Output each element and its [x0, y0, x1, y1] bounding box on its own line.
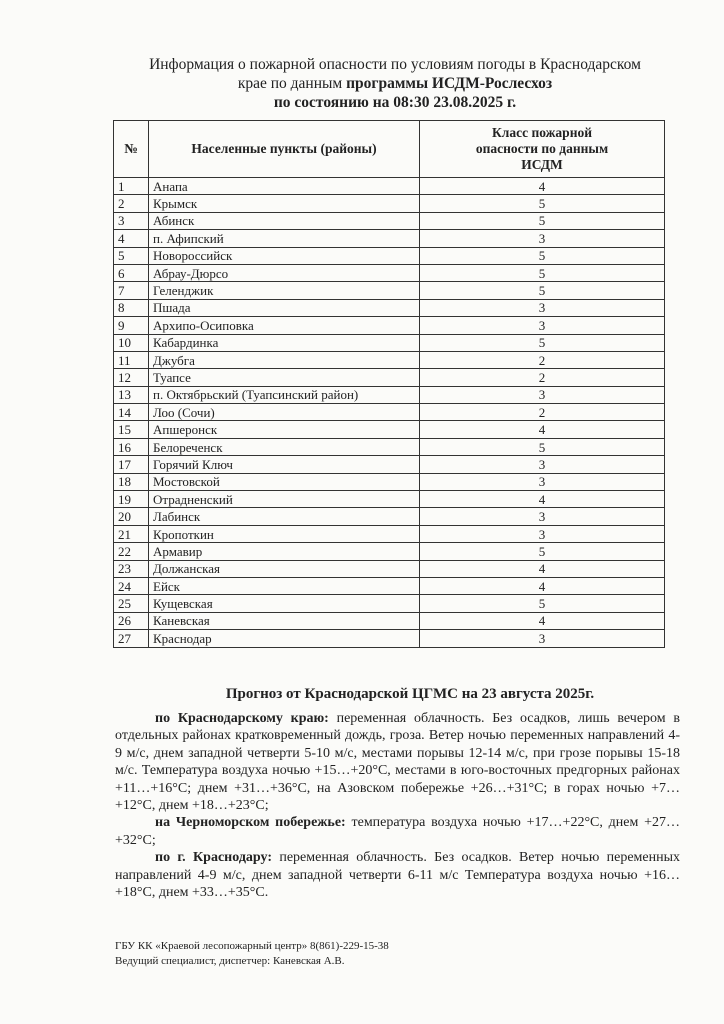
row-number: 25	[114, 595, 149, 612]
table-row	[114, 351, 665, 368]
row-number: 17	[114, 456, 149, 473]
header-settlement: Населенные пункты (районы)	[149, 121, 420, 178]
row-number: 1	[114, 178, 149, 195]
row-settlement: Ейск	[149, 577, 420, 594]
row-fire-class: 5	[420, 264, 665, 281]
row-number: 6	[114, 264, 149, 281]
row-fire-class: 4	[420, 491, 665, 508]
footer	[115, 939, 389, 969]
row-number: 27	[114, 630, 149, 647]
table-row	[114, 386, 665, 403]
footer-org: ГБУ КК «Краевой лесопожарный центр» 8(861)-229-15-38	[115, 940, 389, 952]
table-row	[114, 595, 665, 612]
row-number: 14	[114, 404, 149, 421]
row-fire-class: 5	[420, 543, 665, 560]
row-fire-class: 3	[420, 508, 665, 525]
title-date: по состоянию на 08:30 23.08.2025 г.	[273, 94, 517, 111]
row-settlement: Лабинск	[149, 508, 420, 525]
table-row	[114, 195, 665, 212]
row-number: 3	[114, 212, 149, 229]
title-line-3	[100, 93, 690, 112]
row-settlement: Абинск	[149, 212, 420, 229]
row-fire-class: 3	[420, 317, 665, 334]
table-row	[114, 421, 665, 438]
row-number: 10	[114, 334, 149, 351]
title-line-2	[100, 74, 690, 93]
row-settlement: п. Афипский	[149, 230, 420, 247]
row-fire-class: 5	[420, 195, 665, 212]
row-settlement: Абрау-Дюрсо	[149, 264, 420, 281]
row-number: 24	[114, 577, 149, 594]
forecast-title: Прогноз от Краснодарской ЦГМС на 23 августа 2025г.	[225, 686, 595, 702]
table-row	[114, 612, 665, 629]
row-number: 23	[114, 560, 149, 577]
row-settlement: Мостовской	[149, 473, 420, 490]
row-settlement: Лоо (Сочи)	[149, 404, 420, 421]
row-settlement: Кропоткин	[149, 525, 420, 542]
row-fire-class: 4	[420, 178, 665, 195]
table-row	[114, 473, 665, 490]
row-fire-class: 3	[420, 230, 665, 247]
row-fire-class: 5	[420, 595, 665, 612]
row-fire-class: 4	[420, 421, 665, 438]
table-row	[114, 212, 665, 229]
table-row	[114, 508, 665, 525]
table-row	[114, 577, 665, 594]
row-number: 26	[114, 612, 149, 629]
row-number: 2	[114, 195, 149, 212]
row-fire-class: 5	[420, 247, 665, 264]
row-number: 7	[114, 282, 149, 299]
row-settlement: Новороссийск	[149, 247, 420, 264]
forecast-region-label: по Краснодарскому краю:	[155, 711, 329, 726]
row-settlement: Кабардинка	[149, 334, 420, 351]
table-row	[114, 264, 665, 281]
table-row	[114, 491, 665, 508]
row-fire-class: 5	[420, 334, 665, 351]
row-fire-class: 4	[420, 560, 665, 577]
row-settlement: Каневская	[149, 612, 420, 629]
row-fire-class: 4	[420, 612, 665, 629]
row-number: 12	[114, 369, 149, 386]
row-fire-class: 2	[420, 369, 665, 386]
row-settlement: Джубга	[149, 351, 420, 368]
row-settlement: Краснодар	[149, 630, 420, 647]
header-fire-class: Класс пожарной опасности по данным ИСДМ	[420, 121, 665, 178]
row-number: 21	[114, 525, 149, 542]
row-fire-class: 5	[420, 282, 665, 299]
row-settlement: Архипо-Осиповка	[149, 317, 420, 334]
row-number: 13	[114, 386, 149, 403]
table-row	[114, 178, 665, 195]
row-settlement: Геленджик	[149, 282, 420, 299]
table-row	[114, 438, 665, 455]
row-settlement: Пшада	[149, 299, 420, 316]
row-number: 22	[114, 543, 149, 560]
row-settlement: Отрадненский	[149, 491, 420, 508]
row-settlement: Армавир	[149, 543, 420, 560]
row-number: 16	[114, 438, 149, 455]
row-fire-class: 3	[420, 525, 665, 542]
forecast-region	[115, 710, 680, 814]
table-row	[114, 630, 665, 647]
table-row	[114, 247, 665, 264]
row-fire-class: 3	[420, 299, 665, 316]
row-number: 11	[114, 351, 149, 368]
row-number: 9	[114, 317, 149, 334]
table-row	[114, 334, 665, 351]
table-header-row	[114, 121, 665, 178]
row-number: 8	[114, 299, 149, 316]
header-num: №	[114, 121, 149, 178]
row-settlement: Анапа	[149, 178, 420, 195]
table-row	[114, 230, 665, 247]
table-row	[114, 543, 665, 560]
row-settlement: Крымск	[149, 195, 420, 212]
row-settlement: Туапсе	[149, 369, 420, 386]
document-title	[100, 55, 690, 112]
row-fire-class: 3	[420, 473, 665, 490]
row-fire-class: 2	[420, 351, 665, 368]
forecast-coast	[115, 814, 680, 849]
table-row	[114, 317, 665, 334]
row-settlement: п. Октябрьский (Туапсинский район)	[149, 386, 420, 403]
forecast-city	[115, 849, 680, 901]
row-number: 18	[114, 473, 149, 490]
row-fire-class: 3	[420, 630, 665, 647]
row-fire-class: 4	[420, 577, 665, 594]
row-number: 19	[114, 491, 149, 508]
forecast-city-text: переменная облачность. Без осадков. Ветер ночью переменных направлений 4-9 м/с, днем западной четверти 6-11 м/с Температура воздуха ночью +16…+18°С, днем +33…+35°С.	[115, 850, 680, 901]
row-number: 15	[114, 421, 149, 438]
forecast-city-label: по г. Краснодару:	[155, 850, 272, 866]
title-line-2-plain: крае по данным	[237, 75, 347, 92]
forecast-body	[115, 710, 680, 901]
row-number: 20	[114, 508, 149, 525]
table-row	[114, 560, 665, 577]
row-settlement: Кущевская	[149, 595, 420, 612]
row-settlement: Апшеронск	[149, 421, 420, 438]
row-fire-class: 3	[420, 386, 665, 403]
table-row	[114, 525, 665, 542]
row-number: 5	[114, 247, 149, 264]
footer-specialist: Ведущий специалист, диспетчер: Каневская А.В.	[115, 955, 345, 967]
title-line-1: Информация о пожарной опасности по условиям погоды в Краснодарском	[149, 56, 641, 73]
table-row	[114, 404, 665, 421]
fire-danger-table	[113, 120, 665, 648]
table-row	[114, 299, 665, 316]
forecast-coast-label: на Черноморском побережье:	[155, 815, 346, 831]
row-settlement: Должанская	[149, 560, 420, 577]
table-row	[114, 369, 665, 386]
row-fire-class: 3	[420, 456, 665, 473]
table-row	[114, 456, 665, 473]
forecast-region-text: переменная облачность. Без осадков, лишь вечером в отдельных районах кратковременный дождь, гроза. Ветер ночью переменных направлений 4-9 м/с, днем западной четверти 5-10 м/с, местами порывы 12-14 м/с, при грозе порывы 15-18 м/с. Температура воздуха ночью +15…+20°С, местами в юго-восточных предгорных районах +11…+16°С; днем +31…+36°С, на Азовском побережье +26…+31°С; в горах ночью +7…+12°С, днем +18…+23°С;	[115, 711, 680, 814]
forecast-coast-text: температура воздуха ночью +17…+22°С, днем +27…+32°С;	[115, 815, 681, 848]
row-number: 4	[114, 230, 149, 247]
row-fire-class: 2	[420, 404, 665, 421]
row-fire-class: 5	[420, 212, 665, 229]
title-line-2-bold: программы ИСДМ-Рослесхоз	[346, 75, 553, 92]
table-row	[114, 282, 665, 299]
row-settlement: Горячий Ключ	[149, 456, 420, 473]
row-fire-class: 5	[420, 438, 665, 455]
row-settlement: Белореченск	[149, 438, 420, 455]
